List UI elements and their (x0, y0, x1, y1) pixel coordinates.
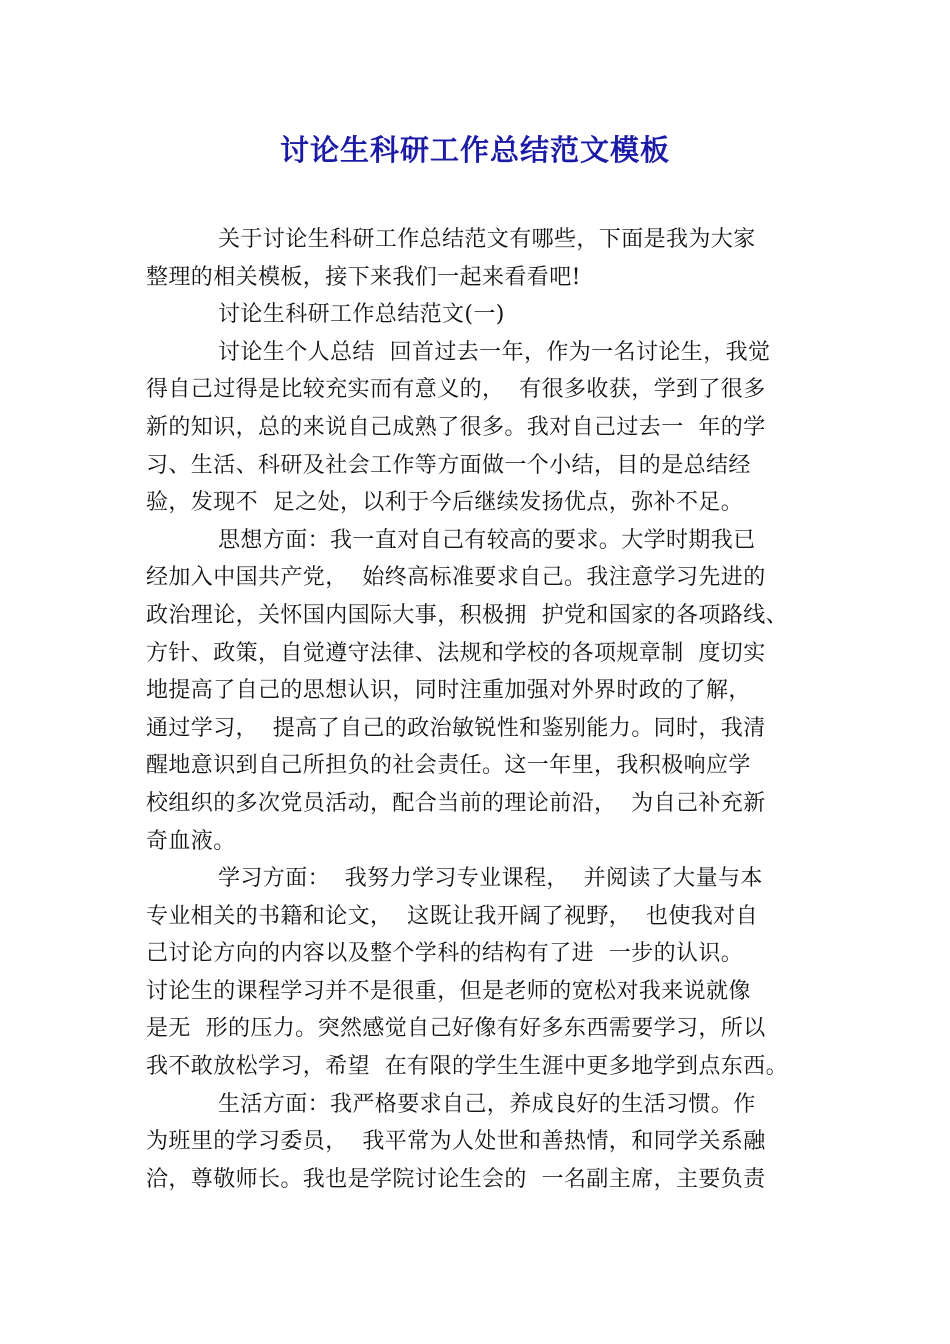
document-body (146, 221, 808, 1198)
text-line: 奇血液。 (146, 828, 236, 854)
text-line: 洽，尊敬师长。我也是学院讨论生会的 一名副主席，主要负责 (146, 1166, 766, 1192)
text-line: 新的知识，总的来说自己成熟了很多。我对自己过去一 年的学 (146, 414, 766, 440)
text-line: 讨论生个人总结 回首过去一年，作为一名讨论生，我觉 (218, 339, 771, 365)
text-line: 整理的相关模板，接下来我们一起来看看吧! (146, 264, 581, 290)
text-line: 验，发现不 足之处，以利于今后继续发扬优点，弥补不足。 (146, 490, 744, 516)
document-title: 讨论生科研工作总结范文模板 (279, 133, 670, 167)
text-line: 生活方面：我严格要求自己，养成良好的生活习惯。作 (218, 1091, 756, 1117)
text-line: 学习方面： 我努力学习专业课程， 并阅读了大量与本 (218, 866, 763, 892)
text-line: 政治理论，关怀国内国际大事，积极拥 护党和国家的各项路线、 (146, 602, 788, 628)
text-line: 方针、政策，自觉遵守法律、法规和学校的各项规章制 度切实 (146, 640, 766, 666)
text-line: 关于讨论生科研工作总结范文有哪些，下面是我为大家 (218, 227, 756, 252)
text-line: 醒地意识到自己所担负的社会责任。这一年里，我积极响应学 (146, 753, 751, 779)
text-line: 通过学习， 提高了自己的政治敏锐性和鉴别能力。同时，我清 (146, 715, 766, 741)
text-line: 讨论生的课程学习并不是很重，但是老师的宽松对我来说就像 (146, 978, 751, 1004)
text-line: 是无 形的压力。突然感觉自己好像有好多东西需要学习，所以 (146, 1016, 766, 1042)
text-line: 得自己过得是比较充实而有意义的， 有很多收获，学到了很多 (146, 377, 766, 403)
text-line: 习、生活、科研及社会工作等方面做一个小结，目的是总结经 (146, 452, 751, 478)
text-line: 地提高了自己的思想认识，同时注重加强对外界时政的了解， (146, 678, 751, 704)
text-line: 讨论生科研工作总结范文(一) (218, 302, 505, 328)
text-line: 校组织的多次党员活动，配合当前的理论前沿， 为自己补充新 (146, 790, 766, 816)
text-line: 为班里的学习委员， 我平常为人处世和善热情，和同学关系融 (146, 1129, 766, 1155)
text-line: 我不敢放松学习，希望 在有限的学生生涯中更多地学到点东西。 (146, 1054, 788, 1080)
text-line: 思想方面：我一直对自己有较高的要求。大学时期我已 (218, 527, 756, 553)
text-line: 己讨论方向的内容以及整个学科的结构有了进 一步的认识。 (146, 941, 744, 967)
text-line: 专业相关的书籍和论文， 这既让我开阔了视野， 也使我对自 (146, 903, 758, 929)
text-line: 经加入中国共产党， 始终高标准要求自己。我注意学习先进的 (146, 565, 766, 591)
